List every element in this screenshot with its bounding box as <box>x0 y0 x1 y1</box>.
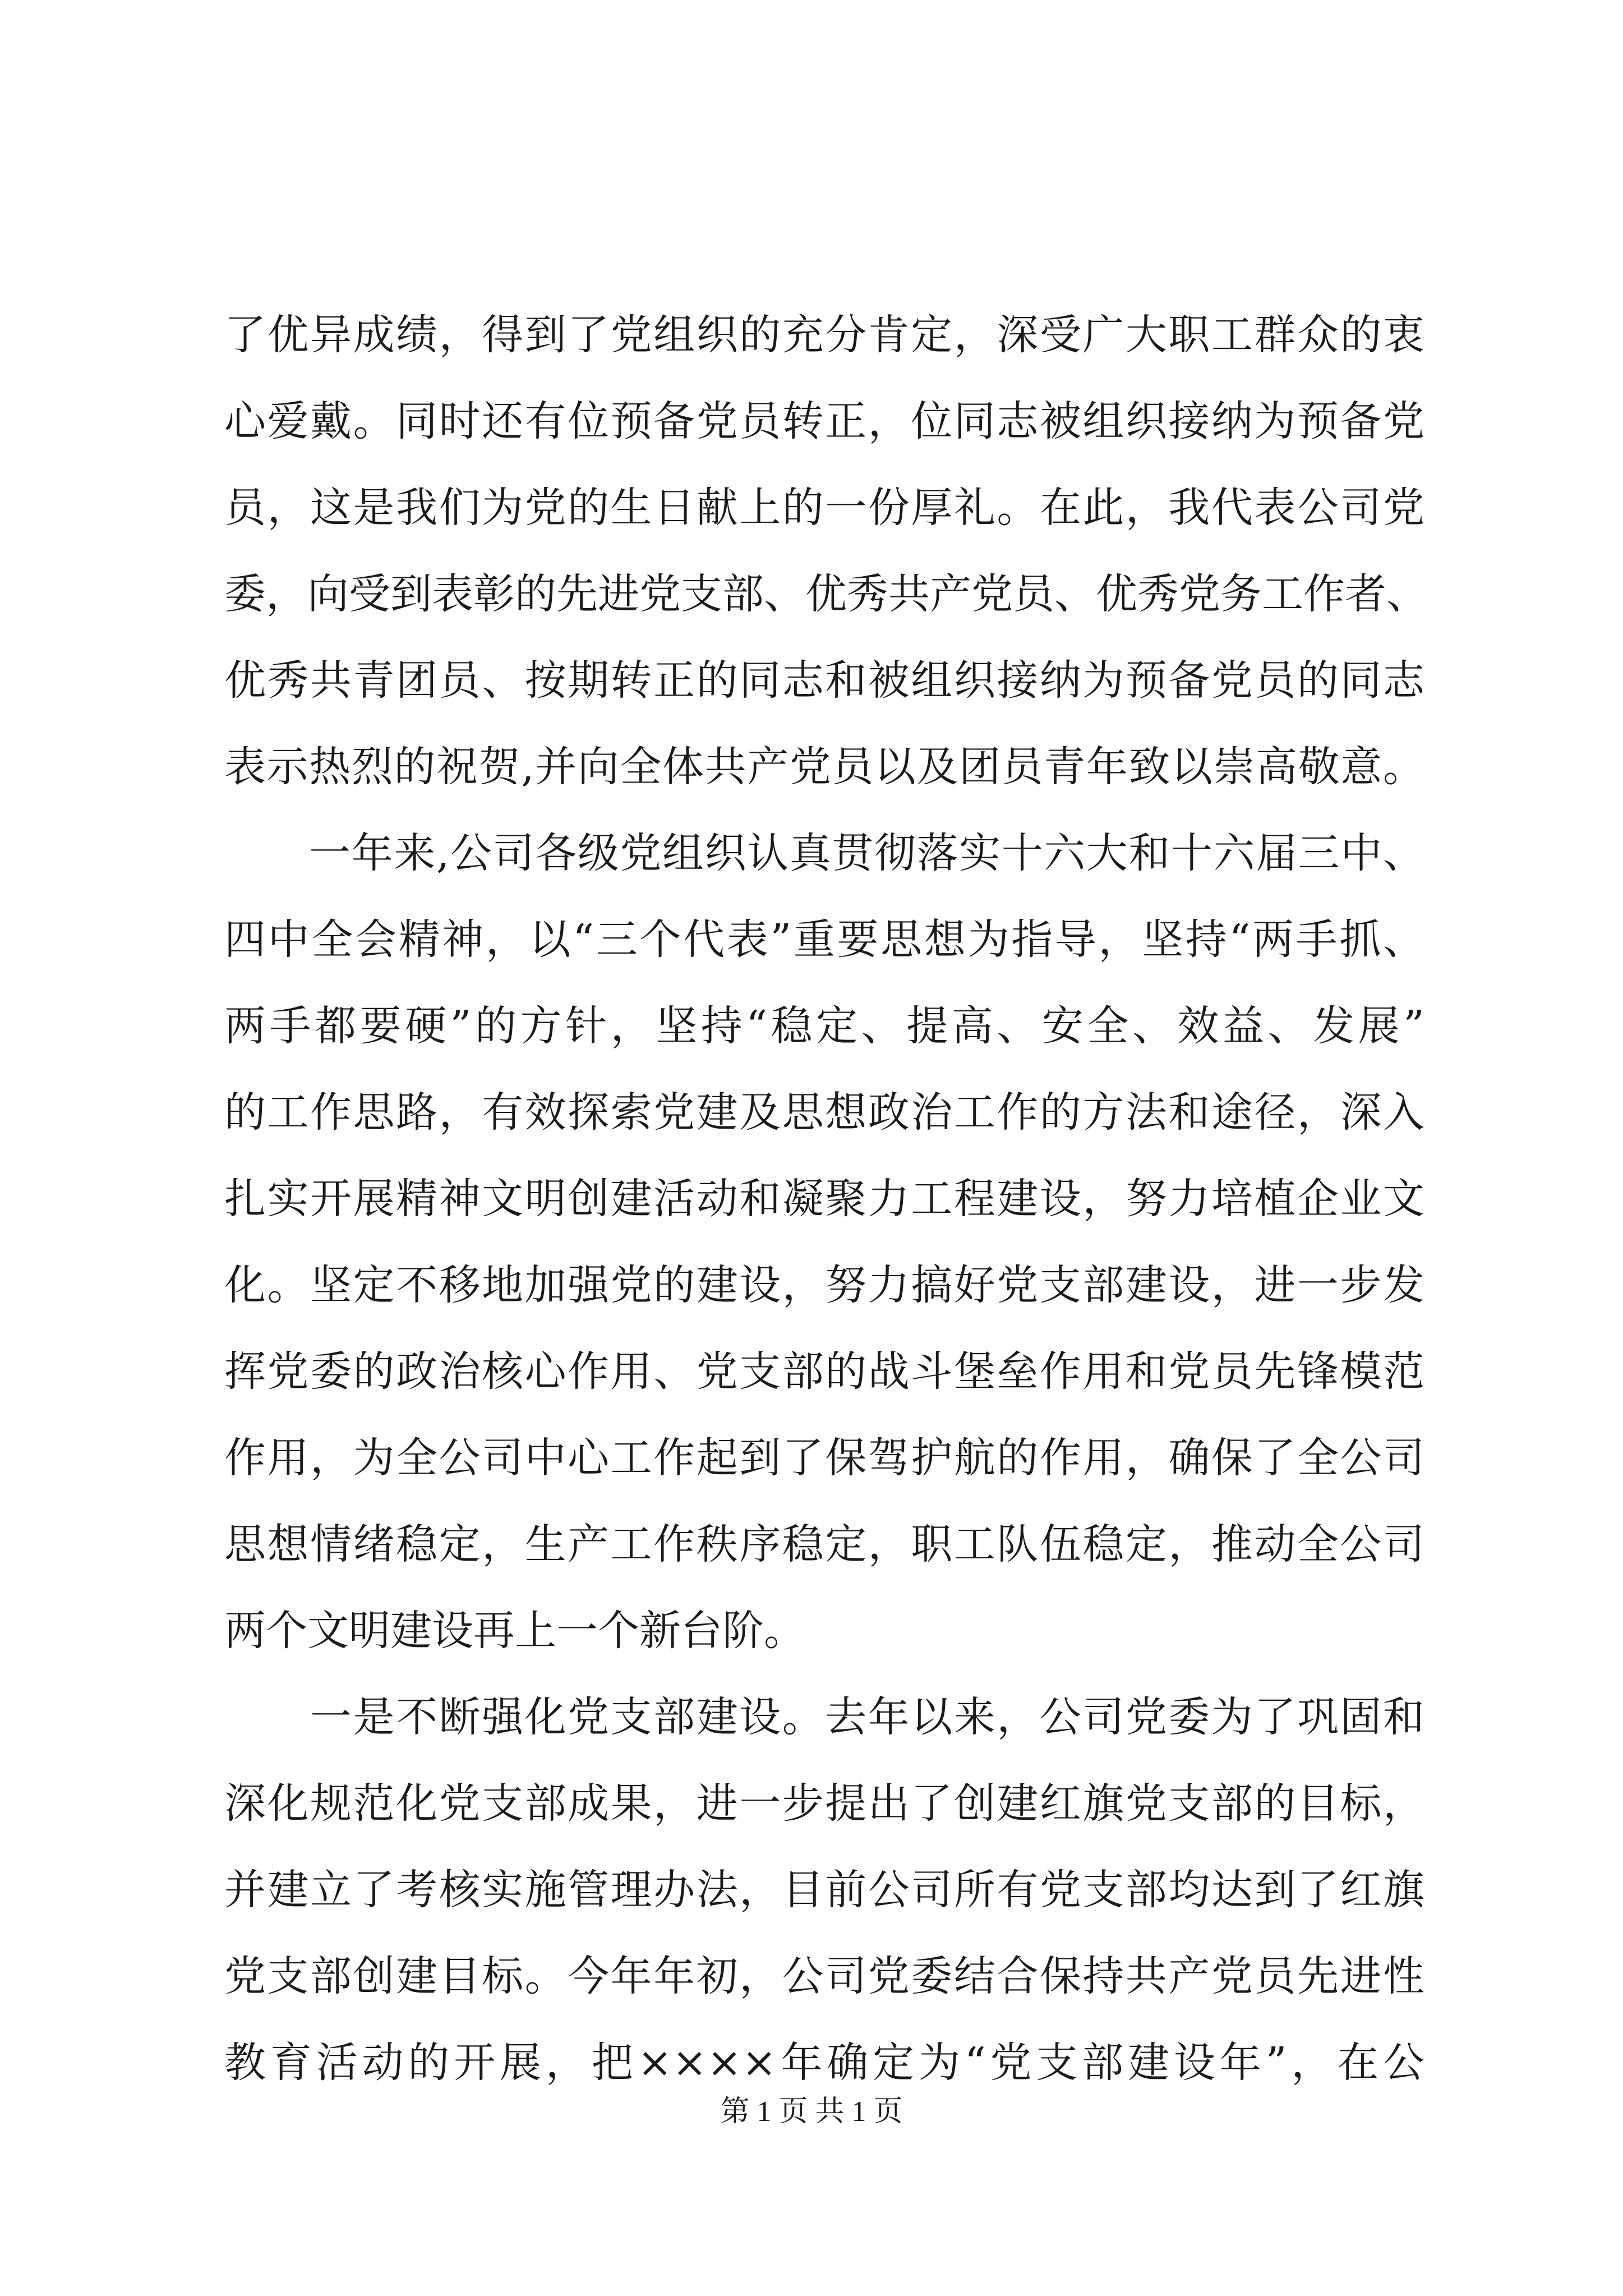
text-line: 化。坚定不移地加强党的建设，努力搞好党支部建设，进一步发 <box>224 1261 1424 1309</box>
text-line: 一是不断强化党支部建设。去年以来，公司党委为了巩固和 <box>224 1693 1424 1741</box>
text-line: 表示热烈的祝贺,并向全体共产党员以及团员青年致以崇高敬意。 <box>224 743 1424 791</box>
text-line: 心爱戴。同时还有位预备党员转正，位同志被组织接纳为预备党 <box>224 397 1424 445</box>
text-line: 员，这是我们为党的生日献上的一份厚礼。在此，我代表公司党 <box>224 484 1424 532</box>
text-line: 教育活动的开展，把××××年确定为“党支部建设年”，在公 <box>224 2039 1424 2087</box>
text-line: 扎实开展精神文明创建活动和凝聚力工程建设，努力培植企业文 <box>224 1175 1424 1223</box>
text-line: 思想情绪稳定，生产工作秩序稳定，职工队伍稳定，推动全公司 <box>224 1520 1424 1568</box>
text-line: 并建立了考核实施管理办法，目前公司所有党支部均达到了红旗 <box>224 1866 1424 1914</box>
text-line: 一年来,公司各级党组织认真贯彻落实十六大和十六届三中、 <box>224 829 1424 877</box>
text-line: 四中全会精神，以“三个代表”重要思想为指导，坚持“两手抓、 <box>224 915 1424 964</box>
text-line: 两手都要硬”的方针，坚持“稳定、提高、安全、效益、发展” <box>224 1002 1424 1050</box>
text-line: 挥党委的政治核心作用、党支部的战斗堡垒作用和党员先锋模范 <box>224 1347 1424 1396</box>
text-line: 的工作思路，有效探索党建及思想政治工作的方法和途径，深入 <box>224 1088 1424 1137</box>
body-text <box>224 292 1428 2106</box>
text-line: 了优异成绩，得到了党组织的充分肯定，深受广大职工群众的衷 <box>224 311 1424 359</box>
text-line: 深化规范化党支部成果，进一步提出了创建红旗党支部的目标， <box>224 1779 1424 1828</box>
text-line: 作用，为全公司中心工作起到了保驾护航的作用，确保了全公司 <box>224 1434 1424 1482</box>
page-footer: 第 1 页 共 1 页 <box>720 2096 903 2128</box>
text-line: 优秀共青团员、按期转正的同志和被组织接纳为预备党员的同志 <box>224 656 1424 705</box>
text-line: 两个文明建设再上一个新台阶。 <box>224 1607 805 1655</box>
text-line: 党支部创建目标。今年年初，公司党委结合保持共产党员先进性 <box>224 1952 1424 2000</box>
text-line: 委，向受到表彰的先进党支部、优秀共产党员、优秀党务工作者、 <box>224 570 1428 618</box>
